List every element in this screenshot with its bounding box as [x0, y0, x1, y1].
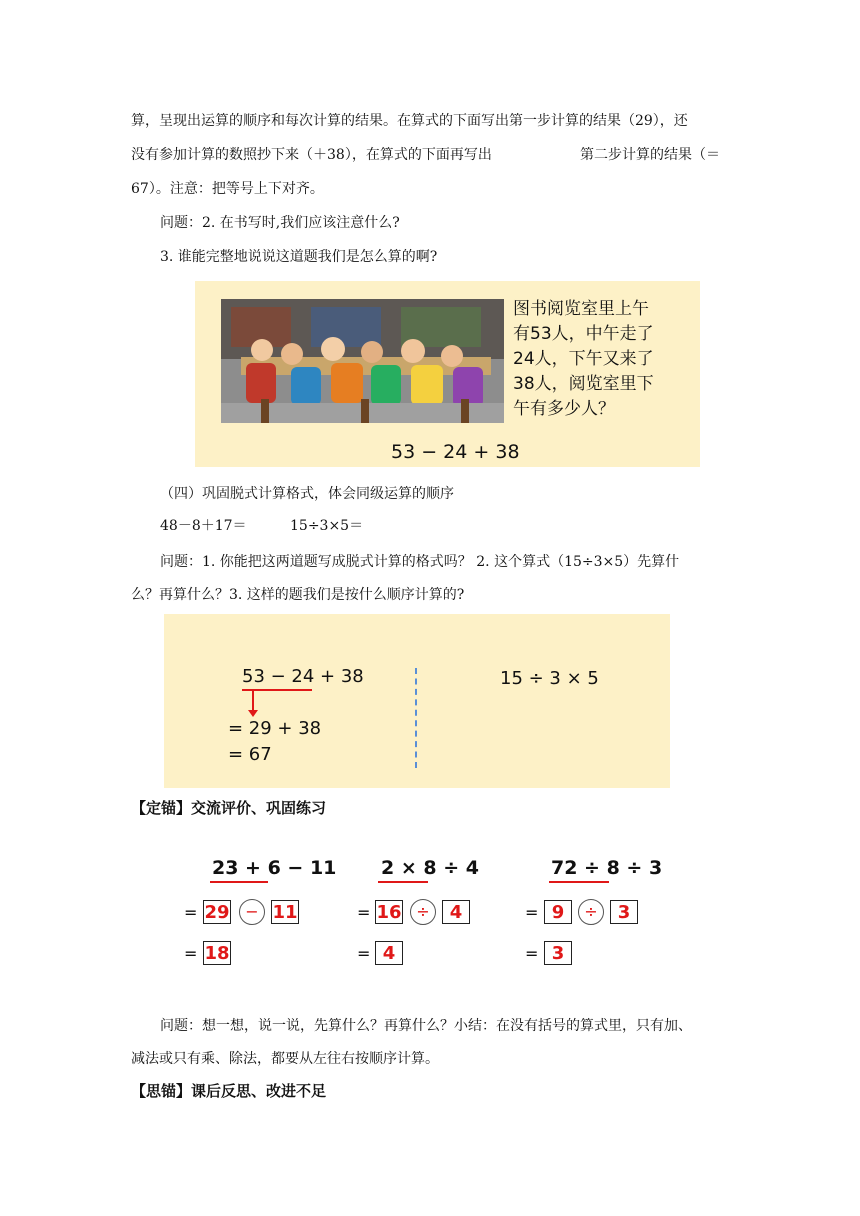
summary-line: 问题：想一想，说一说，先算什么？再算什么？小结：在没有括号的算式里，只有加、	[160, 1018, 692, 1034]
equals-sign: =	[525, 944, 539, 963]
exercise-expression: 2 × 8 ÷ 4	[381, 857, 479, 879]
step-1: = 29 + 38	[228, 718, 322, 739]
result-box: 29	[204, 902, 230, 923]
reading-room-illustration	[221, 299, 504, 423]
paragraph-line: 没有参加计算的数照抄下来（＋38），在算式的下面再写出	[131, 147, 492, 163]
exercise-expression: 72 ÷ 8 ÷ 3	[551, 857, 663, 879]
paragraph-line: 第二步计算的结果（＝	[580, 147, 720, 163]
exercise-2: 15÷3×5＝	[290, 518, 364, 534]
exercise-1: 48－8＋17＝	[160, 518, 247, 534]
operand-box: 11	[272, 902, 298, 923]
question-line: 么？再算什么？3. 这样的题我们是按什么顺序计算的?	[131, 587, 465, 603]
exercise-underline	[549, 881, 609, 883]
problem-line: 24人，下午又来了	[513, 349, 654, 369]
anchor-heading: 【定锚】交流评价、巩固练习	[131, 799, 327, 817]
left-expression: 53 − 24 + 38	[242, 666, 364, 687]
final-box: 3	[544, 941, 572, 965]
paragraph-line: 67）。注意：把等号上下对齐。	[131, 181, 324, 197]
arrow-head	[248, 710, 258, 717]
operand-box: 4	[442, 900, 470, 924]
step-2: = 67	[228, 744, 272, 765]
dashed-divider	[415, 668, 417, 768]
problem-text	[513, 297, 654, 422]
final-box: 4	[375, 941, 403, 965]
summary-line: 减法或只有乘、除法，都要从左往右按顺序计算。	[131, 1051, 439, 1067]
equals-sign: =	[525, 903, 539, 922]
operator-circle: ÷	[578, 899, 604, 925]
reflection-heading: 【思锚】课后反思、改进不足	[131, 1082, 327, 1100]
equals-sign: =	[184, 903, 198, 922]
equals-sign: =	[184, 944, 198, 963]
problem-line: 图书阅览室里上午	[513, 299, 649, 319]
problem-line: 有53人，中午走了	[513, 324, 654, 344]
operand-box: 3	[610, 900, 638, 924]
right-expression: 15 ÷ 3 × 5	[500, 668, 599, 689]
down-arrow	[252, 690, 254, 712]
word-problem-figure	[195, 281, 700, 467]
question-2: 问题：2. 在书写时,我们应该注意什么?	[160, 215, 400, 231]
equals-sign: =	[357, 903, 371, 922]
section-heading: （四）巩固脱式计算格式，体会同级运算的顺序	[160, 486, 454, 502]
result-box: 16	[376, 902, 402, 923]
question-line: 问题：1. 你能把这两道题写成脱式计算的格式吗？ 2. 这个算式（15÷3×5）先算什	[160, 554, 680, 570]
paragraph-line: 算，呈现出运算的顺序和每次计算的结果。在算式的下面写出第一步计算的结果（29），还	[131, 113, 688, 129]
step-format-figure	[164, 614, 670, 788]
problem-line: 38人，阅览室里下	[513, 374, 654, 394]
final-box: 18	[204, 943, 230, 964]
result-box: 9	[544, 900, 572, 924]
exercise-underline	[210, 881, 268, 883]
problem-expression: 53 − 24 + 38	[391, 441, 520, 463]
equals-sign: =	[357, 944, 371, 963]
exercise-expression: 23 + 6 − 11	[212, 857, 337, 879]
problem-line: 午有多少人？	[513, 399, 615, 419]
operator-circle: ÷	[410, 899, 436, 925]
operator-circle: −	[239, 899, 265, 925]
question-3: 3. 谁能完整地说说这道题我们是怎么算的啊?	[160, 249, 438, 265]
exercise-underline	[378, 881, 428, 883]
